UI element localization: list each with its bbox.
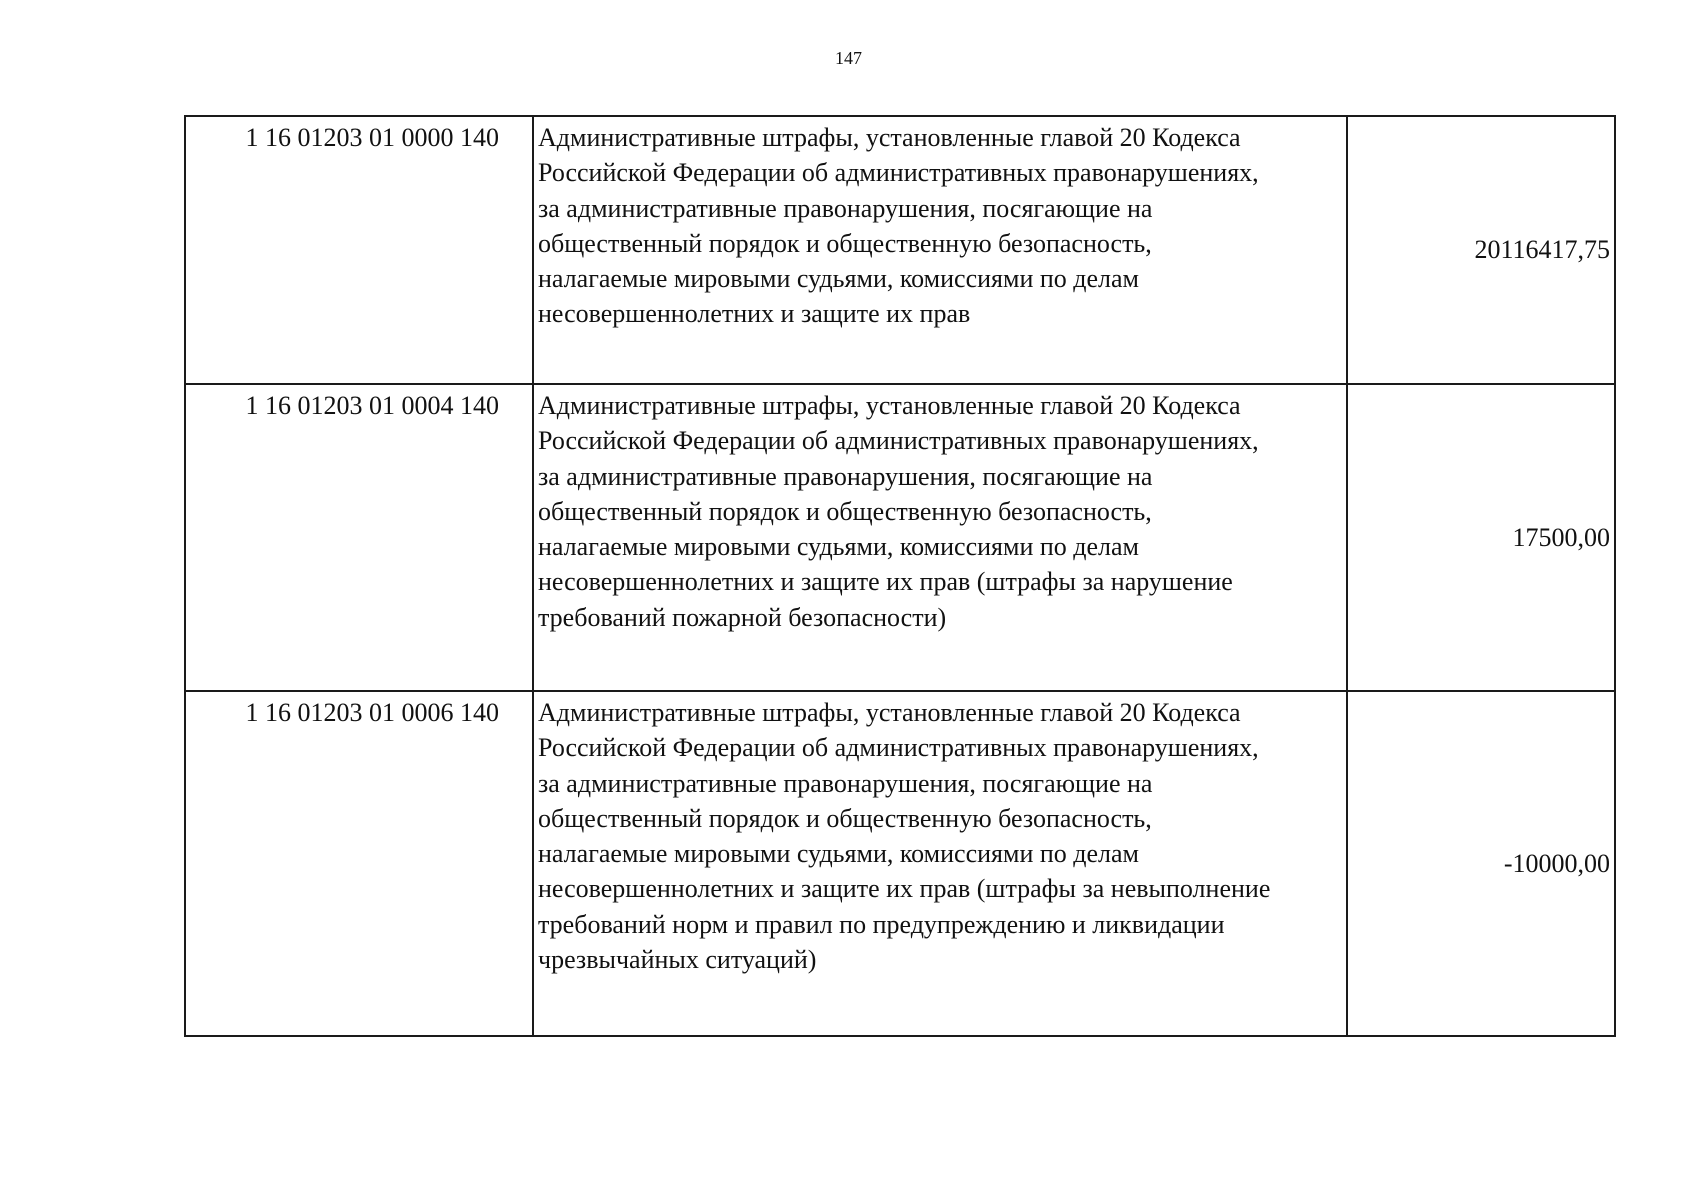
revenue-amount-cell: -10000,00 (1347, 691, 1615, 1036)
description-line: общественный порядок и общественную безопасность, (538, 496, 1152, 526)
revenue-description-cell (533, 691, 1347, 1036)
description-line: Российской Федерации об административных правонарушениях, (538, 733, 1259, 763)
revenue-amount-cell: 17500,00 (1347, 384, 1615, 691)
table-row (185, 384, 1615, 691)
description-line: Административные штрафы, установленные главой 20 Кодекса (538, 123, 1241, 152)
description-line: Российской Федерации об административных правонарушениях, (538, 426, 1259, 456)
revenue-code-cell: 1 16 01203 01 0004 140 (185, 384, 533, 691)
table-row (185, 691, 1615, 1036)
description-line: требований норм и правил по предупреждению и ликвидации (538, 909, 1225, 939)
revenue-code-cell: 1 16 01203 01 0006 140 (185, 691, 533, 1036)
description-line: несовершеннолетних и защите их прав (штрафы за невыполнение (538, 874, 1271, 904)
revenue-code-cell: 1 16 01203 01 0000 140 (185, 116, 533, 384)
description-line: налагаемые мировыми судьями, комиссиями по делам (538, 532, 1140, 562)
description-line: требований пожарной безопасности) (538, 602, 947, 632)
description-line: налагаемые мировыми судьями, комиссиями по делам (538, 839, 1140, 869)
description-line: Российской Федерации об административных правонарушениях, (538, 158, 1259, 188)
revenue-table (184, 115, 1616, 1037)
table-row (185, 116, 1615, 384)
revenue-description-cell (533, 384, 1347, 691)
description-line: Административные штрафы, установленные главой 20 Кодекса (538, 698, 1241, 727)
description-line: несовершеннолетних и защите их прав (538, 299, 971, 329)
description-line: общественный порядок и общественную безопасность, (538, 228, 1152, 258)
description-line: несовершеннолетних и защите их прав (штрафы за нарушение (538, 567, 1233, 597)
description-line: налагаемые мировыми судьями, комиссиями по делам (538, 264, 1140, 294)
description-line: за административные правонарушения, посягающие на (538, 461, 1153, 491)
revenue-amount-cell: 20116417,75 (1347, 116, 1615, 384)
description-line: общественный порядок и общественную безопасность, (538, 803, 1152, 833)
description-line: чрезвычайных ситуаций) (538, 945, 817, 975)
description-line: за административные правонарушения, посягающие на (538, 193, 1153, 223)
page-number: 147 (835, 48, 862, 68)
description-line: за административные правонарушения, посягающие на (538, 768, 1153, 798)
description-line: Административные штрафы, установленные главой 20 Кодекса (538, 391, 1241, 420)
revenue-description-cell (533, 116, 1347, 384)
